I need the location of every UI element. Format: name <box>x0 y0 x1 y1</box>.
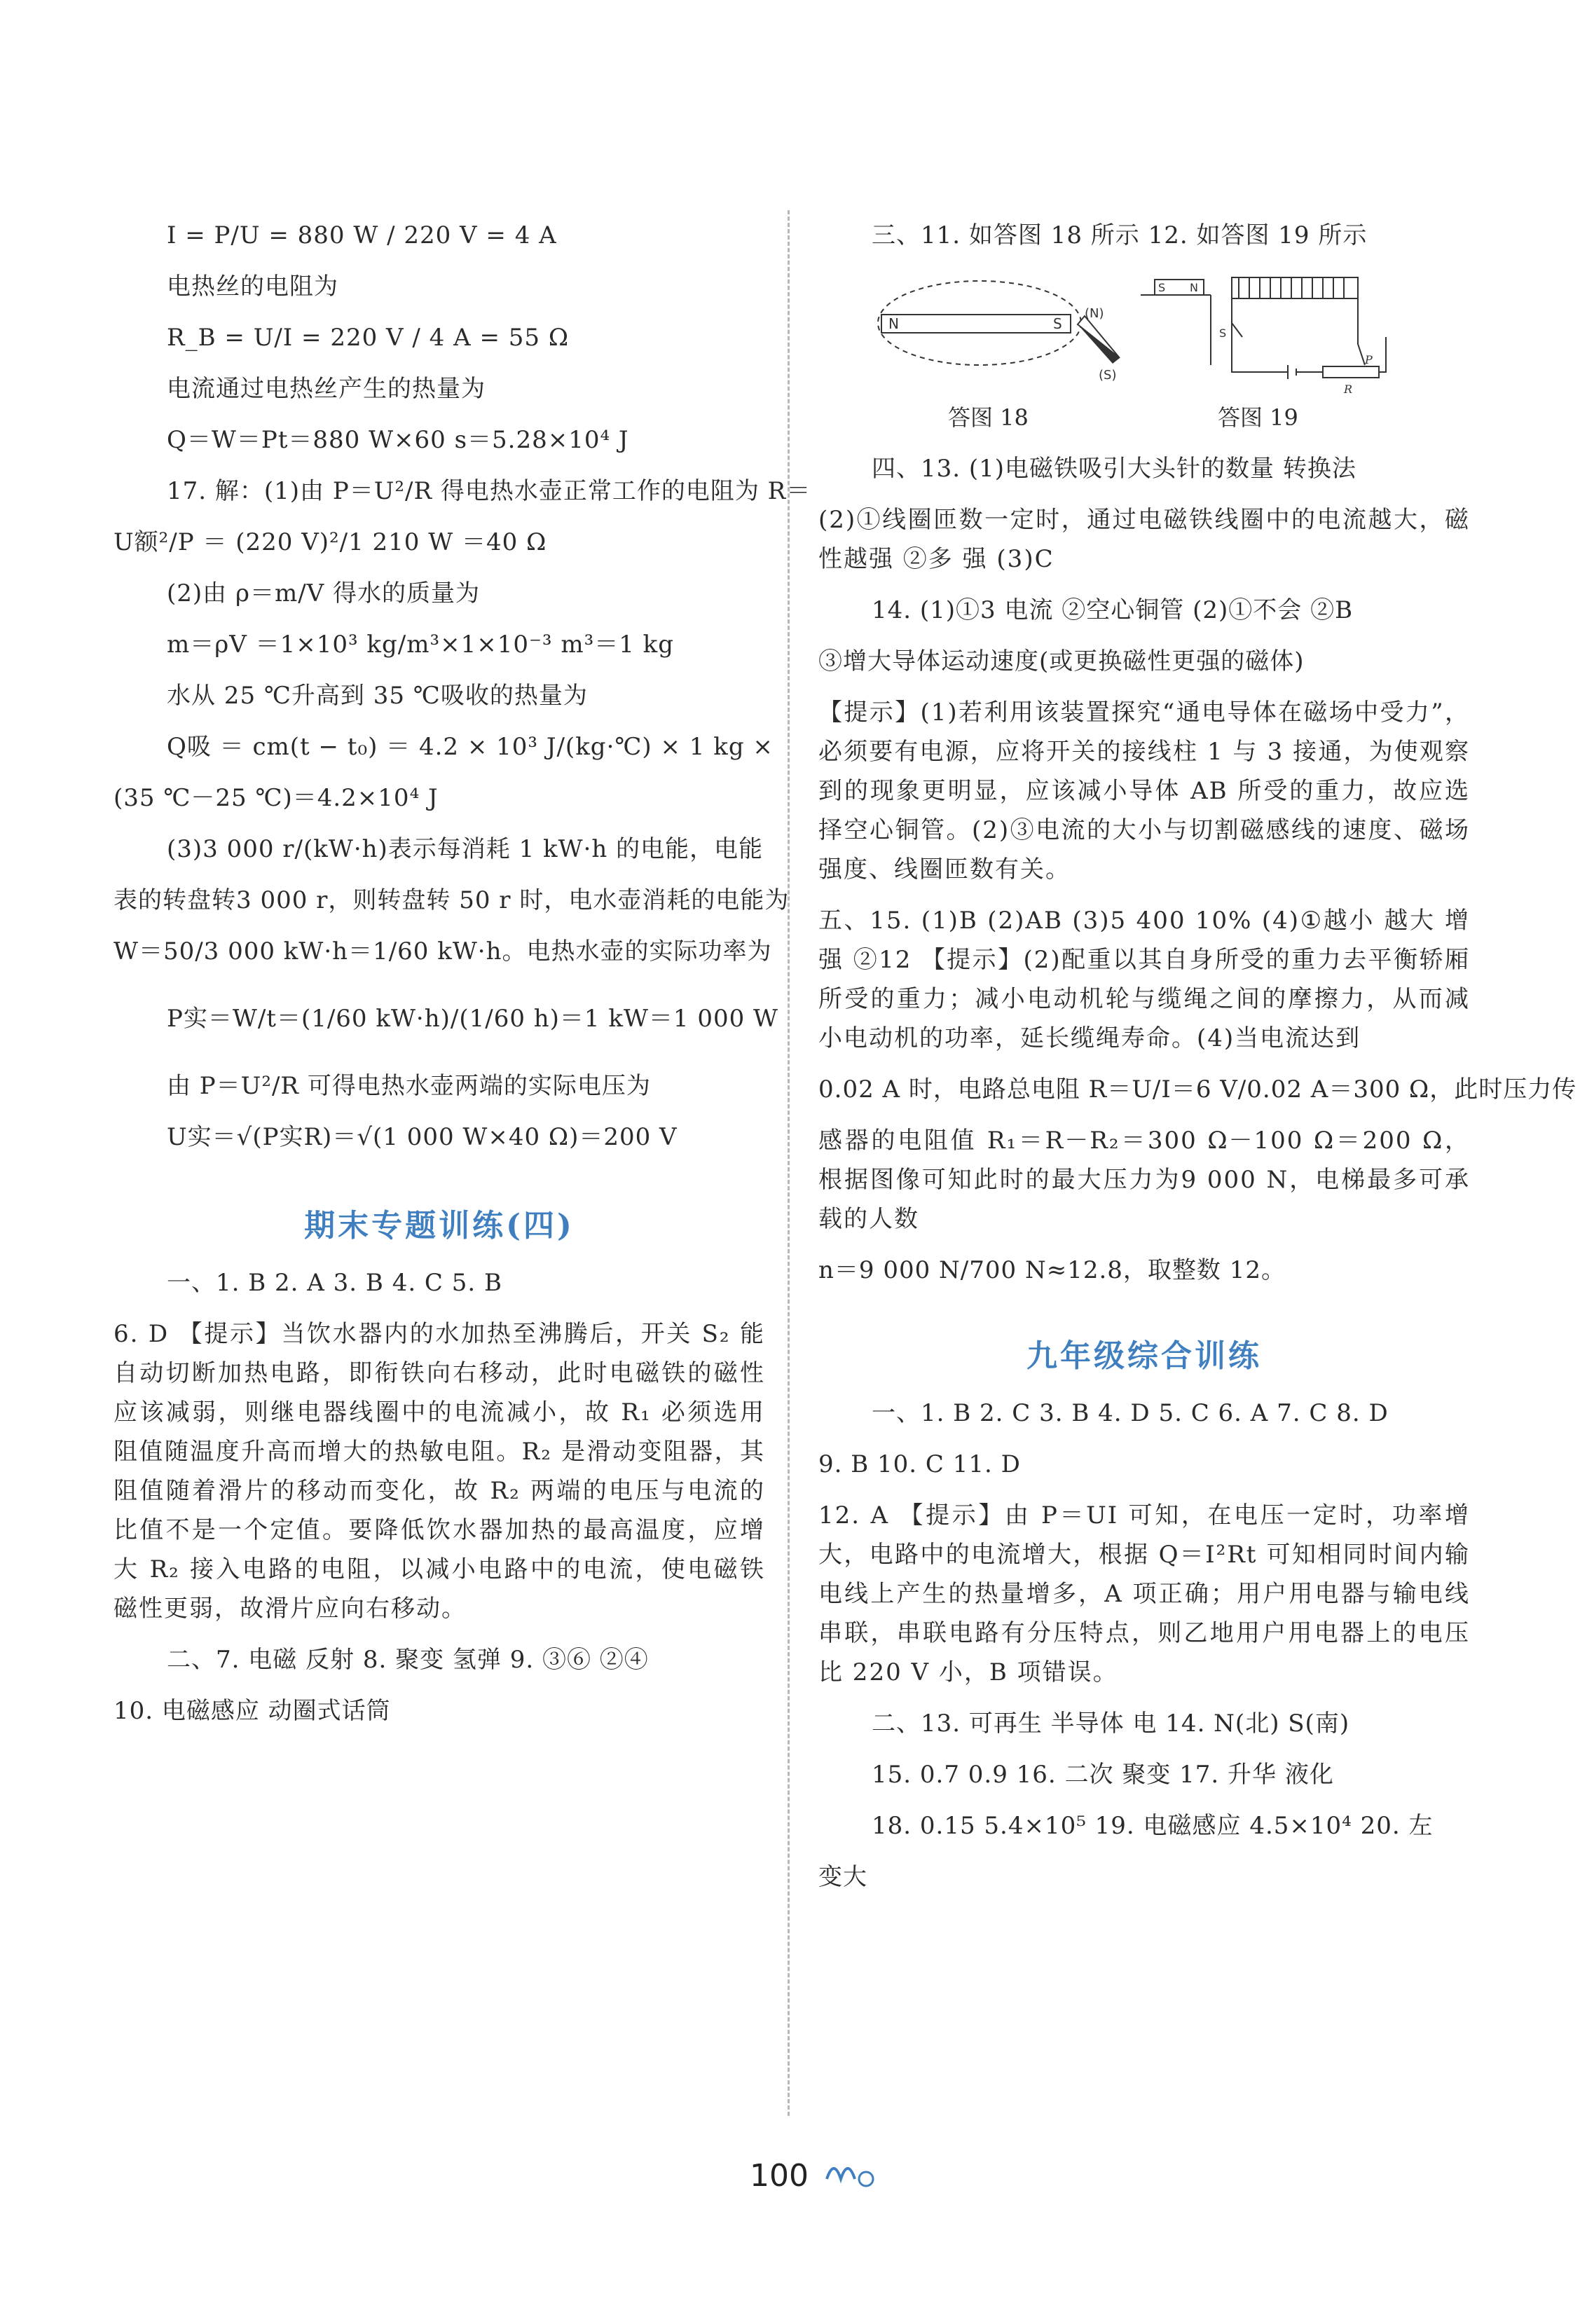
formula-current: I = P/U = 880 W / 220 V = 4 A <box>167 221 557 249</box>
formula-resistance: R_B = U/I = 220 V / 4 A = 55 Ω <box>167 324 570 352</box>
svg-text:S: S <box>1158 281 1166 294</box>
answers-fill-cont: 10. 电磁感应 动圈式话筒 <box>114 1697 391 1725</box>
answer-15-resistance: 0.02 A 时，电路总电阻 R＝U/I＝6 V/0.02 A＝300 Ω，此时压力传 <box>818 1075 1577 1103</box>
svg-text:N: N <box>888 315 899 332</box>
formula-rated-resistance: U额²/P ＝ (220 V)²/1 210 W ＝40 Ω <box>114 528 547 556</box>
section-heading-grade9: 九年级综合训练 <box>1026 1338 1262 1374</box>
question-11-12: 三、11. 如答图 18 所示 12. 如答图 19 所示 <box>872 221 1368 249</box>
text-line: 电流通过电热丝产生的热量为 <box>167 375 486 403</box>
svg-text:R: R <box>1344 383 1353 396</box>
answers-mc-cont: 9. B 10. C 11. D <box>818 1450 1021 1478</box>
text-line: 电热丝的电阻为 <box>167 273 338 301</box>
wave-decoration-icon <box>820 2151 883 2193</box>
svg-text:N: N <box>1190 281 1198 294</box>
figure-19-caption: 答图 19 <box>1218 404 1298 431</box>
text-line: 表的转盘转3 000 r，则转盘转 50 r 时，电水壶消耗的电能为 <box>114 886 790 914</box>
formula-heat: Q＝W＝Pt＝880 W×60 s＝5.28×10⁴ J <box>167 426 629 454</box>
answer-14-hint: 【提示】(1)若利用该装置探究“通电导体在磁场中受力”，必须要有电源，应将开关的接线柱 1 与 3 接通，为使观察到的现象更明显，应该减小导体 AB 所受的重力，故应选择空心铜管。(2)③电流的大小与切割磁感线的速度、磁场强度、线圈匝数有关。 <box>818 699 1470 883</box>
question-17: 17. 解：(1)由 P＝U²/R 得电热水壶正常工作的电阻为 R＝ <box>167 477 811 505</box>
text-line: 水从 25 ℃升高到 35 ℃吸收的热量为 <box>167 682 588 710</box>
svg-text:S: S <box>1053 315 1062 332</box>
answer-6-explanation: 6. D 【提示】当饮水器内的水加热至沸腾后，开关 S₂ 能自动切断加热电路，即衔铁向右移动，此时电磁铁的磁性应该减弱，则继电器线圈中的电流减小，故 R₁ 必须选用阻值随温度升高而增大的热敏电阻。R₂ 是滑动变阻器，其阻值随着滑片的移动而变化，故 R₂ 两端的电压与电流的比值不是一个定值。要降低饮水器加热的最高温度，应增大 R₂ 接入电路的电阻，以减小电路中的电流，使电磁铁磁性更弱，故滑片应向右移动。 <box>114 1320 765 1623</box>
page-number: 100 <box>750 2158 809 2194</box>
answer-13-2: (2)①线圈匝数一定时，通过电磁铁线圈中的电流越大，磁性越强 ②多 强 (3)C <box>818 506 1470 573</box>
text-line: (2)由 ρ＝m/V 得水的质量为 <box>167 579 481 607</box>
answers-fill: 二、7. 电磁 反射 8. 聚变 氢弹 9. ③⑥ ②④ <box>167 1646 649 1674</box>
answers-mc: 一、1. B 2. A 3. B 4. C 5. B <box>167 1269 502 1297</box>
svg-text:S: S <box>1219 326 1227 340</box>
formula-energy: W＝50/3 000 kW·h＝1/60 kW·h。电热水壶的实际功率为 <box>114 937 772 965</box>
answer-13: 四、13. (1)电磁铁吸引大头针的数量 转换法 <box>872 455 1356 483</box>
figure-18-magnet-diagram <box>874 274 1141 393</box>
left-column <box>114 210 811 1742</box>
answer-14-cont: ③增大导体运动速度(或更换磁性更强的磁体) <box>818 647 1305 675</box>
answer-15-sensor: 感器的电阻值 R₁＝R－R₂＝300 Ω－100 Ω＝200 Ω，根据图像可知此时的最大压力为9 000 N，电梯最多可承载的人数 <box>818 1127 1470 1233</box>
figures-area <box>818 267 1470 449</box>
answer-15-count: n＝9 000 N/700 N≈12.8，取整数 12。 <box>818 1256 1286 1284</box>
answer-15: 五、15. (1)B (2)AB (3)5 400 10% (4)①越小 越大 增强 ②12 【提示】(2)配重以其自身所受的重力去平衡轿厢所受的重力；减小电动机轮与缆绳之间的摩擦力，从而减小电动机的功率，延长缆绳寿命。(4)当电流达到 <box>818 907 1470 1052</box>
right-column <box>818 210 1577 1909</box>
answer-14: 14. (1)①3 电流 ②空心铜管 (2)①不会 ②B <box>872 596 1354 624</box>
figure-18-caption: 答图 18 <box>948 404 1029 431</box>
formula-mass: m＝ρV ＝1×10³ kg/m³×1×10⁻³ m³＝1 kg <box>167 631 675 659</box>
answers-fill-4: 变大 <box>818 1863 867 1891</box>
figure-19-electromagnet-circuit <box>1134 267 1414 400</box>
answers-mc: 一、1. B 2. C 3. B 4. D 5. C 6. A 7. C 8. D <box>872 1399 1389 1427</box>
formula-heat-absorbed: Q吸 ＝ cm(t − t₀) ＝ 4.2 × 10³ J/(kg·℃) × 1 kg × <box>167 733 774 761</box>
formula-heat-absorbed-cont: (35 ℃－25 ℃)＝4.2×10⁴ J <box>114 784 439 812</box>
answer-12-explanation: 12. A 【提示】由 P＝UI 可知，在电压一定时，功率增大，电路中的电流增大，根据 Q＝I²Rt 可知相同时间内输电线上产生的热量增多，A 项正确；用户用电器与输电线串联，串联电路有分压特点，则乙地用户用电器上的电压比 220 V 小，B 项错误。 <box>818 1501 1470 1686</box>
svg-text:(N): (N) <box>1085 306 1104 321</box>
answers-fill-2: 15. 0.7 0.9 16. 二次 聚变 17. 升华 液化 <box>872 1761 1334 1789</box>
answers-fill: 二、13. 可再生 半导体 电 14. N(北) S(南) <box>872 1710 1350 1738</box>
formula-actual-voltage: U实＝√(P实R)＝√(1 000 W×40 Ω)＝200 V <box>167 1123 678 1151</box>
svg-text:(S): (S) <box>1099 368 1117 383</box>
text-line: (3)3 000 r/(kW·h)表示每消耗 1 kW·h 的电能，电能 <box>167 835 764 863</box>
text-line: 由 P＝U²/R 可得电热水壶两端的实际电压为 <box>167 1072 651 1100</box>
section-heading-final-4: 期末专题训练(四) <box>304 1208 575 1244</box>
svg-text:P: P <box>1365 353 1373 366</box>
formula-actual-power: P实＝W/t＝(1/60 kW·h)/(1/60 h)＝1 kW＝1 000 W <box>167 1005 778 1033</box>
answers-fill-3: 18. 0.15 5.4×10⁵ 19. 电磁感应 4.5×10⁴ 20. 左 <box>872 1812 1434 1840</box>
